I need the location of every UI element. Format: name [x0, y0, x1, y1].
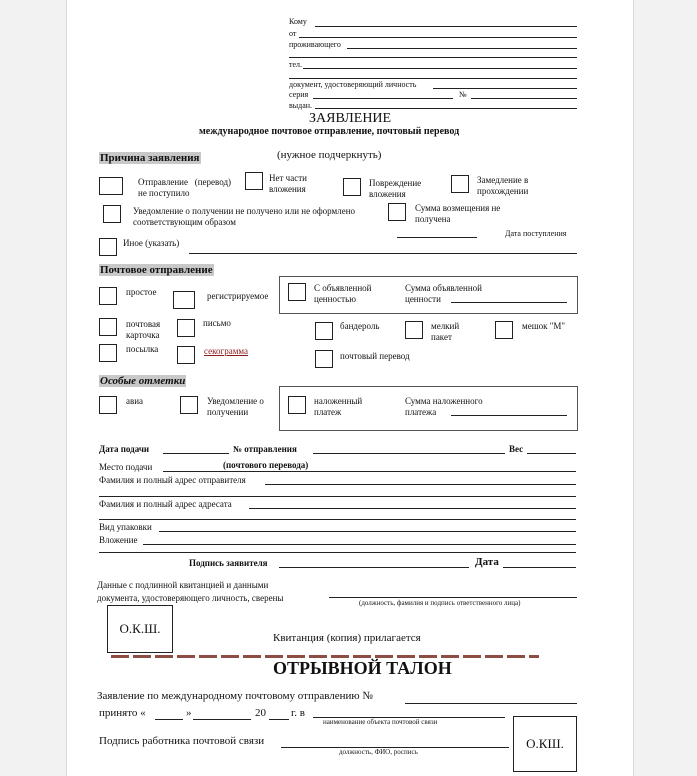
from-line[interactable] [299, 37, 577, 38]
mail-registered-checkbox[interactable] [173, 291, 195, 309]
id-doc-line[interactable] [433, 88, 577, 89]
mail-secogram-checkbox[interactable] [177, 346, 195, 364]
mail-declared-label: С объявленной ценностью [314, 283, 372, 304]
reason-notice-label: Уведомление о получении не получено или не оформлено соответствующим образом [133, 206, 356, 227]
reason-delay-label: Замедление в прохождении [477, 175, 529, 196]
reason-not-received-label: Отправление (перевод) не поступило [138, 177, 232, 198]
reason-refund-label: Сумма возмещения не получена [415, 203, 501, 224]
accepted-label: принято « [99, 707, 146, 719]
declared-sum-line[interactable] [451, 302, 567, 303]
place-label: Место подачи [99, 462, 153, 472]
sender-label: Фамилия и полный адрес отправителя [99, 475, 246, 485]
receipt-attached: Квитанция (копия) прилагается [273, 632, 421, 644]
transfer-note: (почтового перевода) [223, 460, 309, 470]
number-sign: № [459, 90, 467, 99]
day-line[interactable] [155, 719, 183, 720]
mail-registered-label: регистрируемое [207, 291, 269, 301]
mail-simple-label: простое [126, 287, 157, 297]
reason-heading: Причина заявления [100, 152, 200, 164]
declared-sum-label: Сумма объявленной ценности [405, 283, 482, 304]
issued-line[interactable] [315, 108, 577, 109]
mail-parcel-checkbox[interactable] [315, 322, 333, 340]
mail-letter-checkbox[interactable] [177, 319, 195, 337]
mail-package-checkbox[interactable] [99, 344, 117, 362]
contents-label: Вложение [99, 535, 138, 545]
addressee-line[interactable] [249, 508, 576, 509]
from-label: от [289, 29, 297, 38]
arrival-date-caption: Дата поступления [505, 229, 567, 238]
id-doc-label: документ, удостоверяющий личность [289, 80, 417, 89]
series-label: серия [289, 90, 309, 99]
submit-date-label: Дата подачи [99, 444, 150, 454]
cod-sum-line[interactable] [451, 415, 567, 416]
special-cod-checkbox[interactable] [288, 396, 306, 414]
addressee-label: Фамилия и полный адрес адресата [99, 499, 232, 509]
reason-damage-checkbox[interactable] [343, 178, 361, 196]
sender-line[interactable] [265, 484, 576, 485]
mail-money-order-checkbox[interactable] [315, 350, 333, 368]
mail-small-packet-checkbox[interactable] [405, 321, 423, 339]
year-prefix: 20 [255, 707, 266, 719]
month-line[interactable] [193, 719, 251, 720]
applicant-signature-line[interactable] [279, 567, 469, 568]
coupon-statement: Заявление по международному почтовому отправлению № [97, 690, 373, 702]
mail-money-order-label: почтовый перевод [340, 351, 410, 361]
residing-line-2[interactable] [289, 57, 577, 58]
date-line[interactable] [503, 567, 576, 568]
coupon-number-line[interactable] [405, 703, 577, 704]
mail-secogram-label: секограмма [204, 346, 249, 356]
page-subtitle: международное почтовое отправление, почтовый перевод [199, 126, 460, 137]
stamp-top: О.К.Ш. [107, 605, 173, 653]
reason-other-line[interactable] [189, 253, 577, 254]
packaging-label: Вид упаковки [99, 522, 152, 532]
to-line[interactable] [315, 26, 577, 27]
item-no-line[interactable] [313, 453, 505, 454]
tel-line[interactable] [303, 68, 577, 69]
mail-package-label: посылка [126, 344, 159, 354]
mail-declared-checkbox[interactable] [288, 283, 306, 301]
underline-hint: (нужное подчеркнуть) [277, 149, 382, 161]
reason-refund-checkbox[interactable] [388, 203, 406, 221]
packaging-line[interactable] [159, 531, 576, 532]
official-line[interactable] [329, 597, 577, 598]
quote-close: » [186, 707, 192, 719]
blank-line [289, 78, 577, 79]
special-notice-label: Уведомление о получении [207, 396, 264, 417]
sender-line-2[interactable] [99, 496, 576, 497]
mail-simple-checkbox[interactable] [99, 287, 117, 305]
reason-other-label: Иное (указать) [123, 238, 180, 248]
page-title: ЗАЯВЛЕНИЕ [309, 111, 392, 126]
mail-bag-m-label: мешок "М" [522, 321, 566, 331]
residing-label: проживающего [289, 40, 341, 49]
reason-other-checkbox[interactable] [99, 238, 117, 256]
arrival-date-line[interactable] [397, 237, 477, 238]
weight-line[interactable] [527, 453, 576, 454]
mail-heading: Почтовое отправление [100, 264, 213, 276]
mail-bag-m-checkbox[interactable] [495, 321, 513, 339]
reason-missing-parts-checkbox[interactable] [245, 172, 263, 190]
coupon-title: ОТРЫВНОЙ ТАЛОН [273, 658, 452, 678]
year-suffix: г. в [291, 707, 305, 719]
official-caption: (должность, фамилия и подпись ответственного лица) [359, 599, 521, 607]
cod-sum-label: Сумма наложенного платежа [405, 396, 483, 417]
year-line[interactable] [269, 719, 289, 720]
place-line[interactable] [163, 471, 576, 472]
mail-postcard-checkbox[interactable] [99, 318, 117, 336]
date-label: Дата [475, 556, 499, 568]
employee-signature-label: Подпись работника почтовой связи [99, 735, 265, 747]
submit-date-line[interactable] [163, 453, 229, 454]
residing-line[interactable] [347, 48, 577, 49]
special-avia-label: авиа [126, 396, 144, 406]
special-notice-checkbox[interactable] [180, 396, 198, 414]
reason-notice-checkbox[interactable] [103, 205, 121, 223]
issued-label: выдан. [289, 101, 313, 110]
addressee-line-2[interactable] [99, 519, 576, 520]
special-cod-label: наложенный платеж [314, 396, 363, 417]
document-page [66, 0, 634, 776]
mail-letter-label: письмо [203, 318, 231, 328]
number-line[interactable] [471, 98, 577, 99]
reason-not-received-checkbox[interactable] [99, 177, 123, 195]
reason-delay-checkbox[interactable] [451, 175, 469, 193]
reason-damage-label: Повреждение вложения [369, 178, 422, 199]
contents-line[interactable] [143, 544, 576, 545]
mail-small-packet-label: мелкий пакет [431, 321, 460, 342]
mail-postcard-label: почтовая карточка [126, 319, 161, 340]
office-caption: наименование объекта почтовой связи [323, 718, 438, 726]
applicant-signature-label: Подпись заявителя [189, 558, 268, 568]
item-no-label: № отправления [233, 444, 297, 454]
special-avia-checkbox[interactable] [99, 396, 117, 414]
stamp-bottom: О.КШ. [513, 716, 577, 772]
tel-label: тел. [289, 60, 303, 69]
contents-line-2[interactable] [99, 552, 576, 553]
mail-parcel-label: бандероль [340, 321, 380, 331]
weight-label: Вес [509, 444, 524, 454]
to-label: Кому [289, 17, 307, 26]
employee-caption: должность, ФИО, роспись [339, 748, 418, 756]
series-line[interactable] [313, 98, 453, 99]
reason-missing-parts-label: Нет части вложения [269, 173, 307, 194]
special-heading: Особые отметки [100, 375, 186, 387]
verified-label: Данные с подлинной квитанцией и данными документа, удостоверяющего личность, сверены [97, 580, 284, 603]
